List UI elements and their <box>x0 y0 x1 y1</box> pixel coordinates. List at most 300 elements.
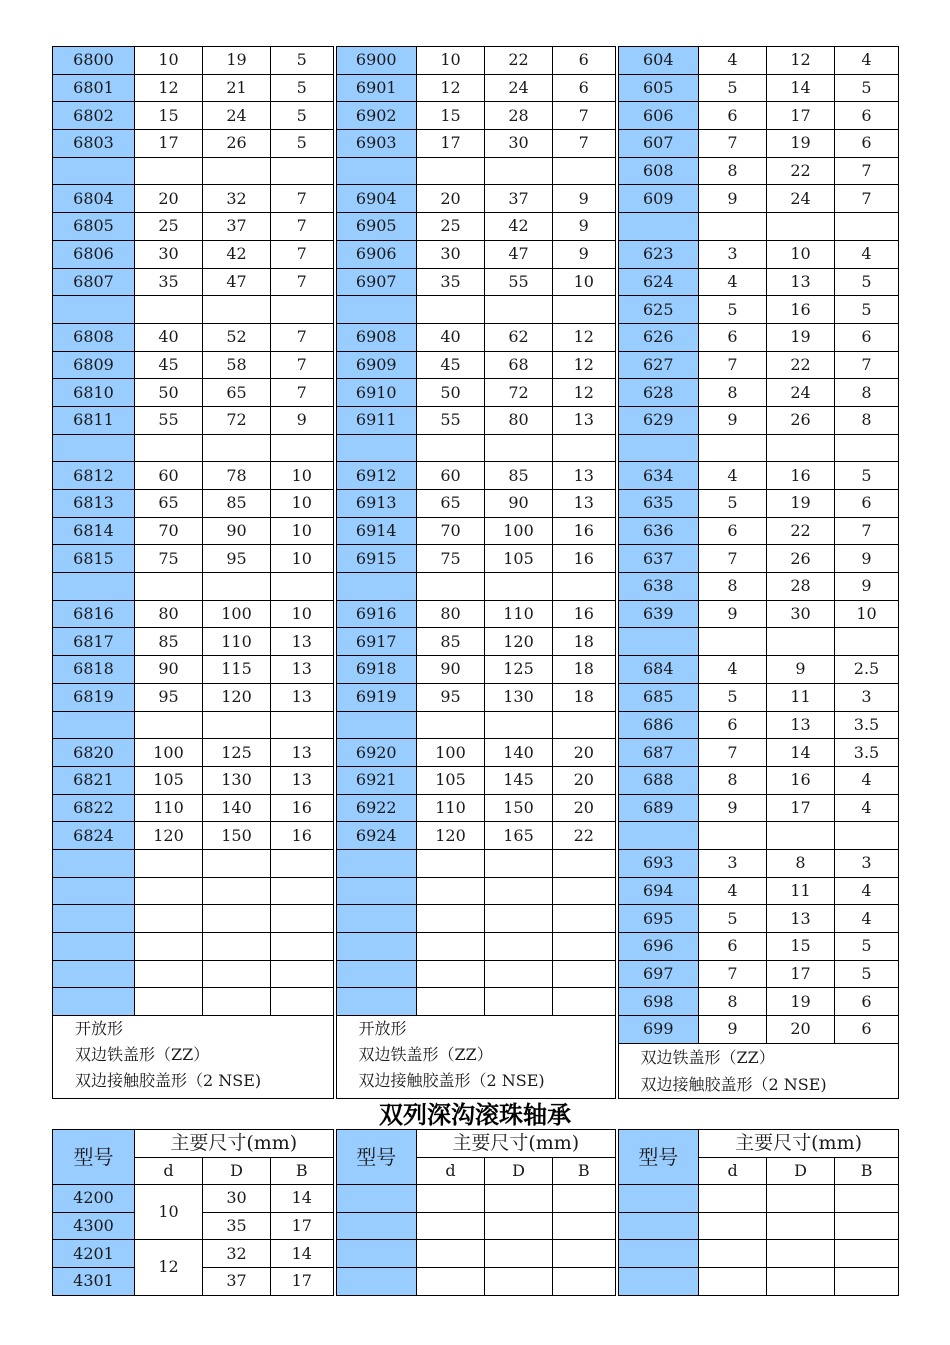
model-cell: 6921 <box>335 766 417 794</box>
d-cell <box>699 822 767 850</box>
model-cell: 4301 <box>53 1267 135 1295</box>
D-cell: 22 <box>767 351 835 379</box>
model-cell: 6911 <box>335 406 417 434</box>
header-main-dimensions: 主要尺寸(mm) <box>135 1130 335 1158</box>
D-cell: 72 <box>203 406 271 434</box>
empty-cell <box>553 1240 617 1268</box>
model-cell: 685 <box>617 683 699 711</box>
empty-cell <box>417 1212 485 1240</box>
d-cell: 6 <box>699 102 767 130</box>
model-cell <box>335 933 417 961</box>
bearing-table-top-body <box>53 47 899 1099</box>
model-cell: 697 <box>617 960 699 988</box>
B-cell <box>553 905 617 933</box>
empty-cell <box>835 1240 899 1268</box>
B-cell <box>553 849 617 877</box>
B-cell: 6 <box>835 323 899 351</box>
d-cell <box>417 573 485 601</box>
D-cell: 125 <box>485 656 553 684</box>
B-cell <box>271 849 335 877</box>
D-cell <box>485 434 553 462</box>
B-cell: 8 <box>835 406 899 434</box>
D-cell: 11 <box>767 683 835 711</box>
table-row <box>53 573 899 601</box>
model-cell: 626 <box>617 323 699 351</box>
d-cell: 120 <box>135 822 203 850</box>
D-cell: 140 <box>203 794 271 822</box>
d-cell <box>135 434 203 462</box>
note-block-left <box>53 1016 335 1099</box>
D-cell <box>485 849 553 877</box>
model-cell: 6813 <box>53 490 135 518</box>
D-cell: 55 <box>485 268 553 296</box>
B-cell: 16 <box>553 545 617 573</box>
empty-cell <box>699 1267 767 1295</box>
model-cell: 624 <box>617 268 699 296</box>
D-cell <box>485 988 553 1016</box>
B-cell: 5 <box>271 102 335 130</box>
d-cell: 12 <box>417 74 485 102</box>
table-row <box>53 849 899 877</box>
B-cell: 10 <box>553 268 617 296</box>
D-cell: 90 <box>485 490 553 518</box>
model-cell <box>53 905 135 933</box>
d-cell: 9 <box>699 1016 767 1044</box>
d-cell <box>135 573 203 601</box>
D-cell: 8 <box>767 849 835 877</box>
header-D: D <box>767 1157 835 1185</box>
B-cell <box>553 296 617 324</box>
D-cell: 62 <box>485 323 553 351</box>
note-line: 双边铁盖形（ZZ） <box>358 1045 493 1065</box>
table-row <box>53 323 899 351</box>
model-cell <box>335 1240 417 1268</box>
d-cell: 9 <box>699 794 767 822</box>
model-cell: 6818 <box>53 656 135 684</box>
D-cell <box>203 933 271 961</box>
note-line: 双边接触胶盖形（2 NSE) <box>640 1074 827 1094</box>
model-cell: 688 <box>617 766 699 794</box>
model-cell <box>335 960 417 988</box>
D-cell: 22 <box>485 47 553 75</box>
B-cell: 16 <box>553 517 617 545</box>
d-cell: 7 <box>699 545 767 573</box>
d-cell: 17 <box>135 130 203 158</box>
model-cell: 6910 <box>335 379 417 407</box>
B-cell: 13 <box>271 739 335 767</box>
B-cell <box>271 296 335 324</box>
d-cell: 90 <box>417 656 485 684</box>
B-cell <box>271 877 335 905</box>
B-cell: 16 <box>271 794 335 822</box>
B-cell <box>835 434 899 462</box>
model-cell: 6820 <box>53 739 135 767</box>
B-cell: 6 <box>835 102 899 130</box>
section-title: 双列深沟滚珠轴承 <box>379 1101 571 1129</box>
table-row <box>53 157 899 185</box>
d-cell: 15 <box>417 102 485 130</box>
B-cell <box>271 711 335 739</box>
B-cell: 4 <box>835 905 899 933</box>
empty-cell <box>835 1212 899 1240</box>
B-cell: 10 <box>271 600 335 628</box>
B-cell: 6 <box>835 490 899 518</box>
d-cell: 5 <box>699 296 767 324</box>
model-cell: 6807 <box>53 268 135 296</box>
table-row <box>53 683 899 711</box>
B-cell: 10 <box>271 490 335 518</box>
d-cell: 6 <box>699 323 767 351</box>
d-cell: 65 <box>135 490 203 518</box>
d-cell: 10 <box>135 47 203 75</box>
D-cell: 30 <box>203 1185 271 1213</box>
model-cell: 6917 <box>335 628 417 656</box>
table-row <box>53 711 899 739</box>
B-cell: 13 <box>271 766 335 794</box>
d-cell: 17 <box>417 130 485 158</box>
model-cell <box>335 296 417 324</box>
model-cell: 699 <box>617 1016 699 1044</box>
bottom-header-row-2 <box>53 1157 899 1185</box>
model-cell: 606 <box>617 102 699 130</box>
B-cell: 14 <box>271 1240 335 1268</box>
B-cell: 13 <box>553 490 617 518</box>
d-cell: 90 <box>135 656 203 684</box>
header-B: B <box>271 1157 335 1185</box>
B-cell: 5 <box>835 462 899 490</box>
B-cell: 10 <box>835 600 899 628</box>
D-cell: 68 <box>485 351 553 379</box>
B-cell <box>835 822 899 850</box>
d-cell <box>135 877 203 905</box>
table-row <box>53 47 899 75</box>
B-cell <box>553 933 617 961</box>
D-cell: 120 <box>203 683 271 711</box>
B-cell <box>271 157 335 185</box>
D-cell: 20 <box>767 1016 835 1044</box>
model-cell: 6822 <box>53 794 135 822</box>
model-cell <box>53 960 135 988</box>
d-cell: 9 <box>699 406 767 434</box>
D-cell: 150 <box>203 822 271 850</box>
D-cell: 95 <box>203 545 271 573</box>
B-cell: 4 <box>835 877 899 905</box>
B-cell <box>271 988 335 1016</box>
D-cell: 100 <box>485 517 553 545</box>
D-cell <box>485 296 553 324</box>
table-row <box>53 102 899 130</box>
d-cell: 8 <box>699 766 767 794</box>
d-cell <box>417 960 485 988</box>
D-cell: 145 <box>485 766 553 794</box>
D-cell <box>767 628 835 656</box>
table-row <box>53 268 899 296</box>
d-cell: 25 <box>417 213 485 241</box>
model-cell: 6810 <box>53 379 135 407</box>
D-cell: 19 <box>767 130 835 158</box>
D-cell <box>203 988 271 1016</box>
table-row <box>53 766 899 794</box>
d-cell: 55 <box>417 406 485 434</box>
model-cell: 6908 <box>335 323 417 351</box>
model-cell: 6806 <box>53 240 135 268</box>
d-cell: 10 <box>135 1185 203 1240</box>
D-cell <box>485 573 553 601</box>
B-cell: 12 <box>553 351 617 379</box>
d-cell: 60 <box>135 462 203 490</box>
B-cell <box>553 960 617 988</box>
D-cell: 24 <box>203 102 271 130</box>
D-cell <box>203 905 271 933</box>
D-cell: 19 <box>767 988 835 1016</box>
model-cell: 6912 <box>335 462 417 490</box>
d-cell <box>417 877 485 905</box>
model-cell: 686 <box>617 711 699 739</box>
empty-cell <box>485 1185 553 1213</box>
B-cell: 18 <box>553 683 617 711</box>
model-cell: 6913 <box>335 490 417 518</box>
d-cell: 45 <box>417 351 485 379</box>
B-cell <box>553 157 617 185</box>
table-row <box>53 656 899 684</box>
model-cell: 6811 <box>53 406 135 434</box>
D-cell: 130 <box>485 683 553 711</box>
D-cell <box>485 905 553 933</box>
D-cell: 115 <box>203 656 271 684</box>
note-line: 双边接触胶盖形（2 NSE) <box>75 1071 262 1091</box>
D-cell: 37 <box>203 213 271 241</box>
model-cell: 6821 <box>53 766 135 794</box>
B-cell: 7 <box>835 157 899 185</box>
model-cell: 6902 <box>335 102 417 130</box>
model-cell <box>53 157 135 185</box>
B-cell: 9 <box>271 406 335 434</box>
model-cell: 684 <box>617 656 699 684</box>
B-cell <box>553 573 617 601</box>
B-cell <box>553 711 617 739</box>
B-cell: 7 <box>271 268 335 296</box>
B-cell: 9 <box>553 240 617 268</box>
d-cell: 4 <box>699 268 767 296</box>
empty-cell <box>485 1267 553 1295</box>
model-cell: 605 <box>617 74 699 102</box>
empty-cell <box>417 1267 485 1295</box>
model-cell: 4300 <box>53 1212 135 1240</box>
model-cell <box>335 1267 417 1295</box>
D-cell: 105 <box>485 545 553 573</box>
D-cell: 26 <box>767 545 835 573</box>
model-cell: 625 <box>617 296 699 324</box>
d-cell <box>417 849 485 877</box>
B-cell: 3 <box>835 849 899 877</box>
B-cell: 6 <box>553 74 617 102</box>
table-row <box>53 517 899 545</box>
model-cell <box>335 1212 417 1240</box>
d-cell: 7 <box>699 960 767 988</box>
D-cell <box>203 711 271 739</box>
d-cell: 45 <box>135 351 203 379</box>
model-cell: 623 <box>617 240 699 268</box>
d-cell <box>417 157 485 185</box>
empty-cell <box>417 1240 485 1268</box>
model-cell: 6803 <box>53 130 135 158</box>
B-cell: 9 <box>553 213 617 241</box>
B-cell: 7 <box>271 379 335 407</box>
D-cell: 17 <box>767 794 835 822</box>
B-cell: 4 <box>835 794 899 822</box>
B-cell: 12 <box>553 323 617 351</box>
D-cell: 26 <box>203 130 271 158</box>
d-cell: 40 <box>135 323 203 351</box>
model-cell <box>617 434 699 462</box>
d-cell: 110 <box>135 794 203 822</box>
B-cell: 4 <box>835 240 899 268</box>
d-cell <box>135 296 203 324</box>
B-cell: 6 <box>553 47 617 75</box>
model-cell: 6915 <box>335 545 417 573</box>
model-cell: 6802 <box>53 102 135 130</box>
B-cell: 6 <box>835 988 899 1016</box>
B-cell: 7 <box>271 185 335 213</box>
table-row <box>53 74 899 102</box>
B-cell: 16 <box>271 822 335 850</box>
header-d: d <box>699 1157 767 1185</box>
B-cell: 7 <box>553 130 617 158</box>
d-cell: 95 <box>417 683 485 711</box>
D-cell: 17 <box>767 960 835 988</box>
D-cell: 47 <box>203 268 271 296</box>
model-cell: 6814 <box>53 517 135 545</box>
d-cell <box>699 434 767 462</box>
model-cell <box>53 296 135 324</box>
model-cell: 4200 <box>53 1185 135 1213</box>
D-cell: 24 <box>767 379 835 407</box>
model-cell <box>335 849 417 877</box>
d-cell: 85 <box>135 628 203 656</box>
d-cell: 80 <box>135 600 203 628</box>
B-cell: 8 <box>835 379 899 407</box>
D-cell: 78 <box>203 462 271 490</box>
d-cell: 30 <box>417 240 485 268</box>
d-cell: 80 <box>417 600 485 628</box>
B-cell: 7 <box>271 213 335 241</box>
note-block-mid <box>335 1016 617 1099</box>
B-cell <box>835 213 899 241</box>
model-cell: 6808 <box>53 323 135 351</box>
table-row <box>53 185 899 213</box>
table-row <box>53 600 899 628</box>
B-cell: 5 <box>835 296 899 324</box>
D-cell: 52 <box>203 323 271 351</box>
D-cell: 80 <box>485 406 553 434</box>
model-cell <box>617 213 699 241</box>
model-cell <box>335 905 417 933</box>
B-cell: 4 <box>835 766 899 794</box>
D-cell <box>203 849 271 877</box>
d-cell: 40 <box>417 323 485 351</box>
d-cell <box>135 711 203 739</box>
D-cell: 17 <box>767 102 835 130</box>
table-row <box>53 960 899 988</box>
B-cell <box>271 434 335 462</box>
d-cell: 5 <box>699 905 767 933</box>
model-cell: 609 <box>617 185 699 213</box>
B-cell: 7 <box>271 240 335 268</box>
B-cell: 5 <box>835 933 899 961</box>
model-cell: 6907 <box>335 268 417 296</box>
table-row <box>53 462 899 490</box>
B-cell: 6 <box>835 130 899 158</box>
model-cell <box>53 573 135 601</box>
D-cell: 140 <box>485 739 553 767</box>
B-cell <box>271 933 335 961</box>
empty-cell <box>699 1185 767 1213</box>
header-D: D <box>203 1157 271 1185</box>
D-cell: 37 <box>203 1267 271 1295</box>
D-cell <box>485 960 553 988</box>
model-cell <box>53 434 135 462</box>
B-cell: 3.5 <box>835 739 899 767</box>
model-cell <box>617 1267 699 1295</box>
table-row <box>53 628 899 656</box>
model-cell <box>53 711 135 739</box>
d-cell: 20 <box>135 185 203 213</box>
empty-cell <box>553 1267 617 1295</box>
D-cell <box>485 157 553 185</box>
model-cell <box>53 877 135 905</box>
D-cell <box>203 434 271 462</box>
D-cell: 100 <box>203 600 271 628</box>
d-cell <box>135 905 203 933</box>
model-cell: 6909 <box>335 351 417 379</box>
B-cell: 6 <box>835 1016 899 1044</box>
header-B: B <box>835 1157 899 1185</box>
D-cell <box>767 822 835 850</box>
model-cell: 6815 <box>53 545 135 573</box>
empty-cell <box>835 1185 899 1213</box>
B-cell: 20 <box>553 739 617 767</box>
D-cell: 22 <box>767 517 835 545</box>
d-cell: 12 <box>135 74 203 102</box>
model-cell: 604 <box>617 47 699 75</box>
model-cell <box>335 877 417 905</box>
B-cell: 9 <box>553 185 617 213</box>
B-cell: 13 <box>553 462 617 490</box>
empty-cell <box>485 1240 553 1268</box>
d-cell <box>135 988 203 1016</box>
B-cell: 3.5 <box>835 711 899 739</box>
D-cell <box>767 213 835 241</box>
model-cell: 6819 <box>53 683 135 711</box>
D-cell <box>485 933 553 961</box>
empty-cell <box>485 1212 553 1240</box>
B-cell: 13 <box>553 406 617 434</box>
empty-cell <box>767 1267 835 1295</box>
d-cell: 35 <box>135 268 203 296</box>
empty-cell <box>553 1185 617 1213</box>
model-cell: 689 <box>617 794 699 822</box>
model-cell: 4201 <box>53 1240 135 1268</box>
B-cell: 12 <box>553 379 617 407</box>
d-cell: 70 <box>135 517 203 545</box>
table-row <box>53 545 899 573</box>
d-cell: 4 <box>699 877 767 905</box>
B-cell: 5 <box>835 960 899 988</box>
model-cell: 6916 <box>335 600 417 628</box>
B-cell: 2.5 <box>835 656 899 684</box>
d-cell: 35 <box>417 268 485 296</box>
D-cell: 37 <box>485 185 553 213</box>
